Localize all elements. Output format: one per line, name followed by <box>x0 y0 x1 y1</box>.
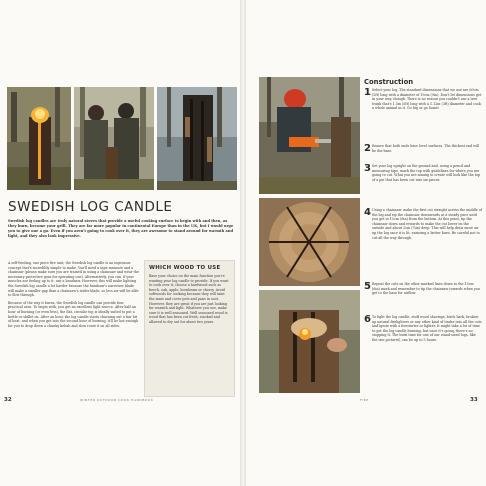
step-3 <box>364 164 482 182</box>
step-number: 3 <box>364 163 371 174</box>
step-number: 6 <box>364 314 371 325</box>
step-text: Repeat the cuts on the other marked lines down to the 15cm (6in) mark and remember to tip the chainsaw towards when you get to the base for airflow. <box>372 282 480 296</box>
charred-log-photo <box>157 87 237 190</box>
two-men-photo <box>74 87 154 190</box>
step-text: Using a chainsaw, make the first cut straight across the middle of the log and rip the chainsaw downwards at a steady pace until you get to 15cm (6in) from the bottom. At this point, tip the chainsaw down and rewards to make the cut lower on the outside and about 2cm (¾in) deep. This will help draw more air up the log once it is lit, ensuring a better burn. Be careful not to cut all the way through. <box>372 208 482 240</box>
sidebar-text: Base your choice on the main function you're wanting your log candle to provide. If you want to cook over it, choose a hardwood such as beech, oak, apple, hornbeam or cherry. Avoid softwoods for cooking because they will taint the meat and cover pots and pans in soot. However, they are great if you are just looking for warmth and light. Whatever you use, make sure it is well seasoned. Well seasoned wood is wood that has been cut fresh, stacked and allowed to dry out for about two years. <box>149 274 229 324</box>
running-head-right: FIRE <box>360 398 369 402</box>
step-number: 5 <box>364 281 371 292</box>
page-number-left: 32 <box>4 397 12 403</box>
body-paragraph: A self-feeding, one piece fire unit, the Swedish log candle is an ingenious concept that's incredibly simple to make. You'll need a tape measure and a chainsaw (please make sure you are trained in using a chainsaw and wear the necessary protective gear for operating one). Alternatively, you can, if your muscles are feeling up to it, use a bandsaw. However, this will make lighting the Swedish log candle a lot harder because the bandsaw's narrower blade will make a smaller gap than a chainsaw's wider blade, so less air will be able to flow through. <box>8 261 139 298</box>
body-text <box>8 261 139 331</box>
step-2 <box>364 144 482 153</box>
chainsaw-cutting-photo <box>259 77 360 194</box>
book-spine <box>240 0 246 486</box>
step-text: To light the log candle, stuff wood shavings, birch bark, broken-up natural firelighters or any other kind of tinder into all the cuts and ignite with a firestarter or lighter. It might take a lot of time to get the log candle burning, but once it's going, there's no stopping it. The burn time for one of our stand-sized logs, like the one pictured, can be up to 5 hours. <box>372 315 482 342</box>
log-top-cuts-photo <box>259 198 360 286</box>
running-head-left: WINTER OUTDOOR COOK HANDBOOK <box>80 398 154 402</box>
step-4 <box>364 208 482 240</box>
page-title: SWEDISH LOG CANDLE <box>8 199 173 215</box>
step-6 <box>364 315 482 343</box>
step-number: 1 <box>364 87 371 98</box>
lighting-log-photo <box>259 290 360 393</box>
step-5 <box>364 282 482 296</box>
step-1 <box>364 88 482 111</box>
body-paragraph: Because of the way it burns, the Swedish log candle can provide four practical uses. To begin with, you get an excellent light source. After half an hour of burning (or even less), the flat, circular top is ideally suited to put a kettle or skillet on. After an hour, the log candle starts churning out a fair bit of heat, and when you get into the second hour of burning, it'll be hot enough for you to drop down a chunky kebab and slow roast it on all sides. <box>8 300 139 328</box>
intro-paragraph: Swedish log candles are truly natural stoves that provide a useful cooking surface to begin with and then, as they burn, become your grill. They are far more popular in continental Europe than in the UK, but I would urge you to give one a go. Even if you aren't going to cook over it, they are awesome to stand around for warmth and light, and they also look impressive. <box>8 219 234 238</box>
wood-sidebar <box>144 260 235 397</box>
step-number: 2 <box>364 143 371 154</box>
sidebar-heading: WHICH WOOD TO USE <box>149 265 221 271</box>
step-text: Set your log upright on the ground and, using a pencil and measuring tape, mark the top with guidelines for where you are going to cut. What you are aiming to create will look like the top of a pie that has been cut into six pieces. <box>372 164 481 182</box>
page-number-right: 33 <box>470 397 478 403</box>
step-text: Select your log. The standard dimensions that we use are 60cm (2ft) long with a diameter of 19cm (9in). Don't let dimensions get in your way, though. There is no reason you couldn't use a tree trunk that's 1.5m (5ft) long with a 1.12m (3ft) diameter and cook a whole animal in it. Go big or go home! <box>372 88 482 111</box>
step-number: 4 <box>364 207 371 218</box>
step-text: Ensure that both ends have level surfaces. The thickest end will be the base. <box>372 144 480 153</box>
burning-log-photo <box>7 87 71 190</box>
construction-heading: Construction <box>364 78 414 86</box>
